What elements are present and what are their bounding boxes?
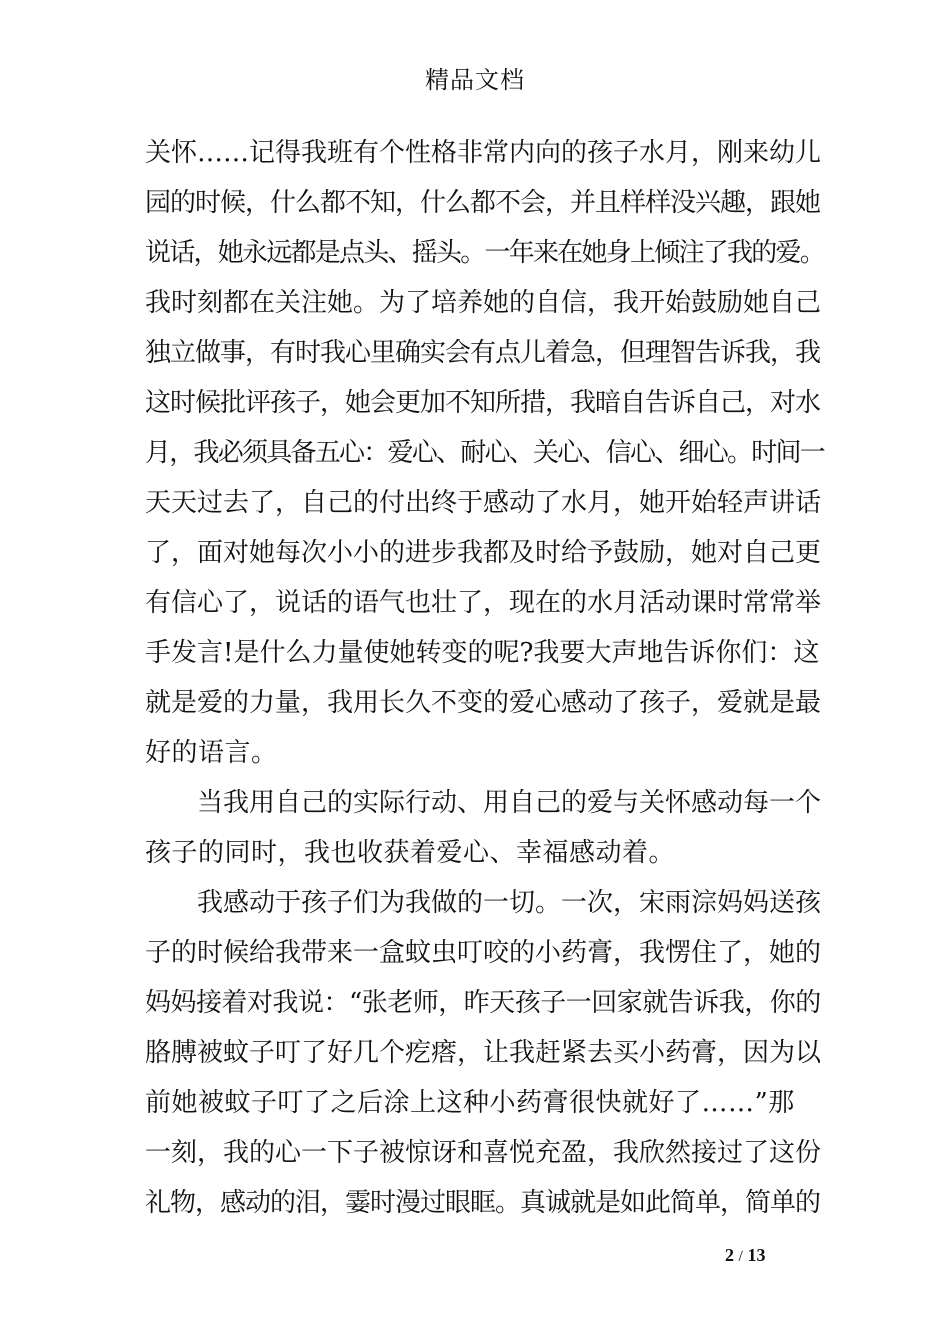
text-line: 好的语言。: [145, 738, 278, 768]
text-line: 孩子的同时，我也收获着爱心、幸福感动着。: [145, 838, 676, 868]
text-line: 礼物，感动的泪，霎时漫过眼眶。真诚就是如此简单，简单的: [145, 1188, 821, 1218]
text-line: 我感动于孩子们为我做的一切。一次，宋雨淙妈妈送孩: [197, 888, 822, 918]
text-line: 当我用自己的实际行动、用自己的爱与关怀感动每一个: [197, 788, 822, 818]
page-number: [725, 1243, 765, 1269]
text-line: 手发言!是什么力量使她转变的呢?我要大声地告诉你们：这: [145, 638, 820, 668]
current-page: 2: [725, 1245, 734, 1265]
text-line: 独立做事，有时我心里确实会有点儿着急，但理智告诉我，我: [145, 338, 821, 368]
text-line: 胳膊被蚊子叮了好几个疙瘩，让我赶紧去买小药膏，因为以: [145, 1038, 822, 1068]
text-line: 有信心了，说话的语气也壮了，现在的水月活动课时常常举: [145, 588, 822, 618]
total-pages: 13: [747, 1245, 766, 1265]
text-line: 一刻，我的心一下子被惊讶和喜悦充盈，我欣然接过了这份: [145, 1138, 822, 1168]
page-separator: /: [738, 1248, 743, 1265]
text-line: 子的时候给我带来一盒蚊虫叮咬的小药膏，我愣住了，她的: [145, 938, 822, 968]
text-line: 月，我必须具备五心：爱心、耐心、关心、信心、细心。时间一: [145, 438, 825, 468]
text-line: 我时刻都在关注她。为了培养她的自信，我开始鼓励她自己: [145, 288, 822, 318]
text-line: 就是爱的力量，我用长久不变的爱心感动了孩子，爱就是最: [145, 688, 822, 718]
text-line: 园的时候，什么都不知，什么都不会，并且样样没兴趣，跟她: [145, 188, 821, 218]
text-line: 关怀……记得我班有个性格非常内向的孩子水月，刚来幼儿: [145, 138, 822, 168]
text-line: 天天过去了，自己的付出终于感动了水月，她开始轻声讲话: [145, 488, 822, 518]
text-line: 说话，她永远都是点头、摇头。一年来在她身上倾注了我的爱。: [145, 238, 825, 268]
text-line: 了，面对她每次小小的进步我都及时给予鼓励，她对自己更: [145, 538, 822, 568]
text-line: 妈妈接着对我说：“张老师，昨天孩子一回家就告诉我，你的: [145, 988, 821, 1018]
document-body: [145, 128, 825, 1228]
text-line: 这时候批评孩子，她会更加不知所措，我暗自告诉自己，对水: [145, 388, 821, 418]
text-line: 前她被蚊子叮了之后涂上这种小药膏很快就好了……”那: [145, 1088, 795, 1118]
page-header: 精品文档: [425, 66, 525, 94]
